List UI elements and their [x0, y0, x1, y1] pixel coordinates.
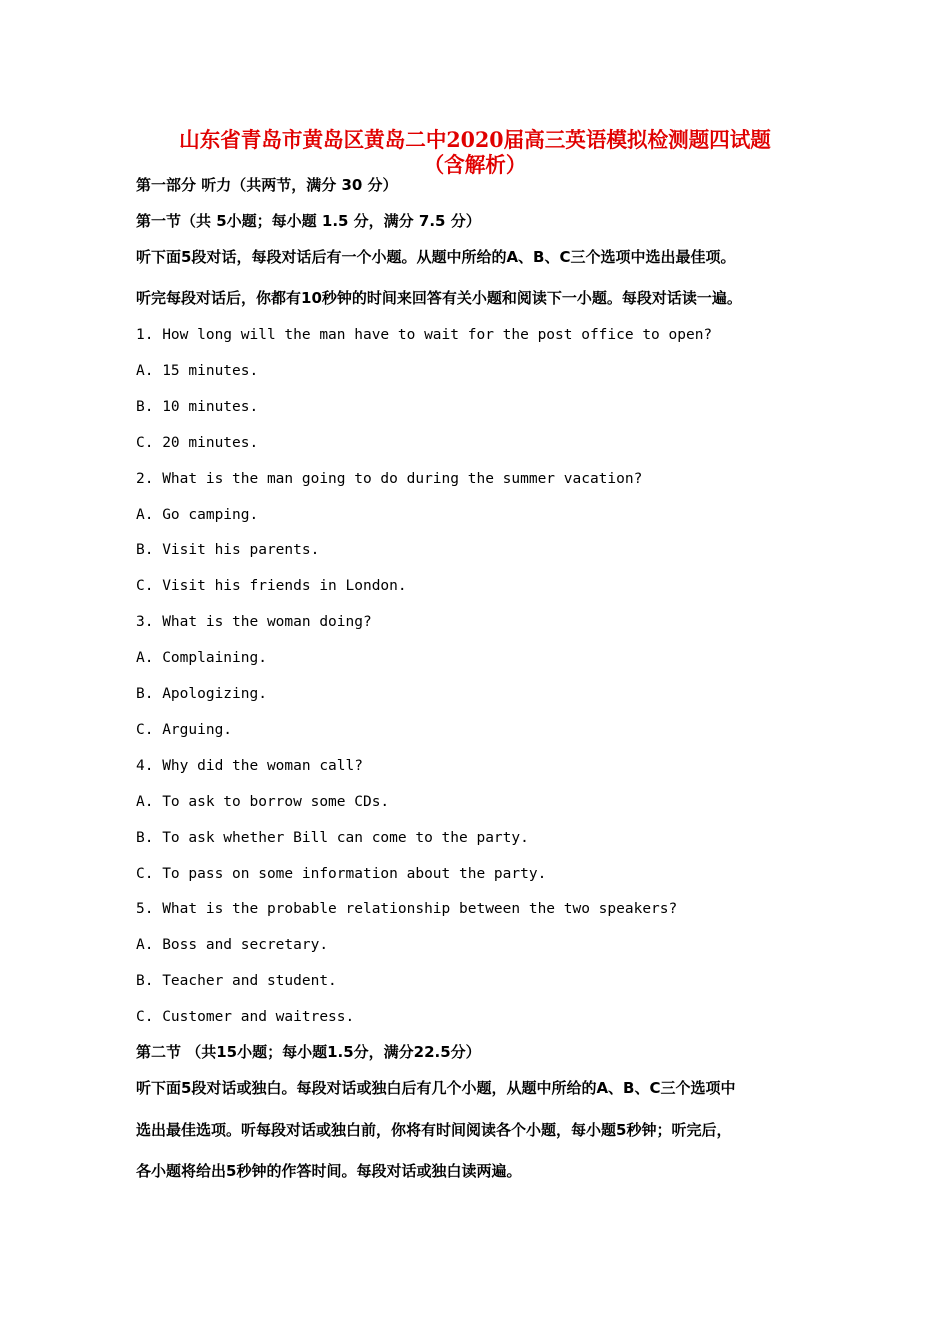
- question-3-option-b: B. Apologizing.: [136, 686, 267, 702]
- question-3: 3. What is the woman doing?: [136, 614, 372, 630]
- question-1: 1. How long will the man have to wait for the post office to open?: [136, 327, 713, 343]
- question-4: 4. Why did the woman call?: [136, 758, 363, 774]
- question-2-option-c: C. Visit his friends in London.: [136, 578, 407, 594]
- question-4-option-c: C. To pass on some information about the party.: [136, 866, 547, 882]
- question-4-option-b: B. To ask whether Bill can come to the party.: [136, 830, 529, 846]
- question-2: 2. What is the man going to do during the summer vacation?: [136, 471, 643, 487]
- question-5-option-b: B. Teacher and student.: [136, 973, 337, 989]
- section1-heading: 第一节（共 5小题；每小题 1.5 分，满分 7.5 分）: [136, 212, 481, 230]
- document-title-line1: 山东省青岛市黄岛区黄岛二中2020届高三英语模拟检测题四试题: [179, 127, 771, 152]
- question-1-option-b: B. 10 minutes.: [136, 399, 259, 415]
- question-5-option-c: C. Customer and waitress.: [136, 1009, 355, 1025]
- section1-instruction-1: 听下面5段对话，每段对话后有一个小题。从题中所给的A、B、C三个选项中选出最佳项。: [136, 248, 736, 266]
- section1-instruction-2: 听完每段对话后，你都有10秒钟的时间来回答有关小题和阅读下一小题。每段对话读一遍。: [136, 289, 742, 307]
- section2-instruction-line1: 听下面5段对话或独白。每段对话或独白后有几个小题，从题中所给的A、B、C三个选项中: [136, 1079, 736, 1097]
- question-1-option-c: C. 20 minutes.: [136, 435, 259, 451]
- question-5-option-a: A. Boss and secretary.: [136, 937, 329, 953]
- question-1-option-a: A. 15 minutes.: [136, 363, 259, 379]
- question-2-option-a: A. Go camping.: [136, 507, 259, 523]
- question-2-option-b: B. Visit his parents.: [136, 542, 320, 558]
- question-4-option-a: A. To ask to borrow some CDs.: [136, 794, 390, 810]
- section2-instruction-line2: 选出最佳选项。听每段对话或独白前，你将有时间阅读各个小题，每小题5秒钟；听完后，: [136, 1121, 732, 1139]
- section2-heading: 第二节 （共15小题；每小题1.5分，满分22.5分）: [136, 1043, 481, 1061]
- question-5: 5. What is the probable relationship between the two speakers?: [136, 901, 678, 917]
- question-3-option-c: C. Arguing.: [136, 722, 233, 738]
- question-3-option-a: A. Complaining.: [136, 650, 267, 666]
- section2-instruction-line3: 各小题将给出5秒钟的作答时间。每段对话或独白读两遍。: [136, 1162, 522, 1180]
- part1-heading: 第一部分 听力（共两节，满分 30 分）: [136, 176, 398, 194]
- document-title-line2: （含解析）: [423, 152, 527, 177]
